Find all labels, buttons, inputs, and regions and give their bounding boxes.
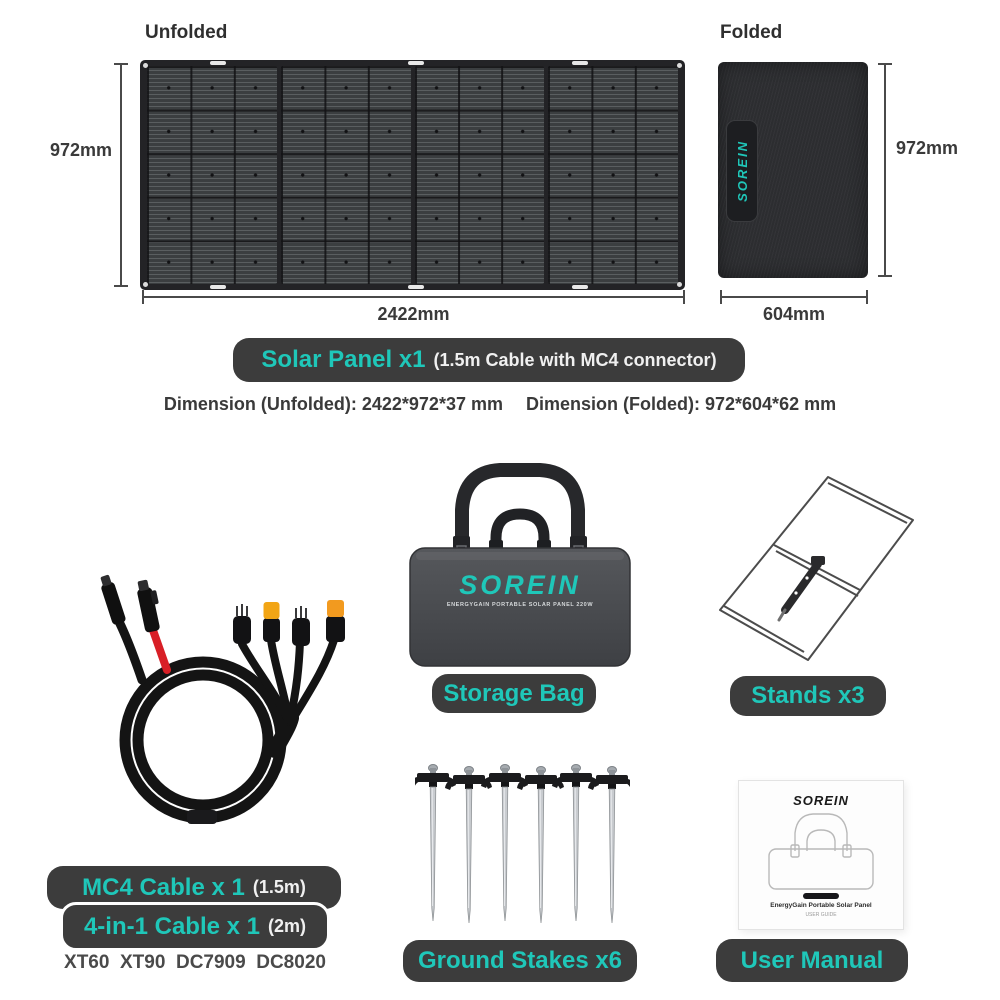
folded-height-label: 972mm xyxy=(896,138,959,158)
unfolded-title: Unfolded xyxy=(145,22,228,43)
folded-height-dim-line xyxy=(884,63,886,277)
four-in-one-cable-badge-note: (2m) xyxy=(268,916,307,936)
ground-stakes-badge xyxy=(403,940,637,982)
stands-image xyxy=(708,462,938,667)
ground-stakes-image xyxy=(415,758,630,936)
stands-badge-label: Stands x3 xyxy=(751,682,865,709)
panel-tab xyxy=(408,61,424,65)
unfolded-width-dim-line xyxy=(142,296,685,298)
panel-section xyxy=(415,66,545,284)
stands-badge xyxy=(730,676,886,716)
solar-panel-badge-note: (1.5m Cable with MC4 connector) xyxy=(433,349,717,370)
storage-bag-caption: ENERGYGAIN PORTABLE SOLAR PANEL 220W xyxy=(446,602,594,608)
panel-tab xyxy=(210,285,226,289)
folded-title: Folded xyxy=(720,22,783,43)
brand-logo: SOREIN xyxy=(734,140,750,202)
folded-width-dim-line xyxy=(720,296,868,298)
screw-dot xyxy=(677,63,682,68)
mc4-cable-badge-note: (1.5m) xyxy=(252,877,306,897)
storage-bag-badge xyxy=(432,674,596,713)
storage-bag-badge-label: Storage Bag xyxy=(443,679,585,707)
folded-solar-panel-image xyxy=(718,62,868,278)
screw-dot xyxy=(677,282,682,287)
storage-bag-brand: SOREIN xyxy=(459,570,581,600)
panel-section xyxy=(281,66,411,284)
user-manual-badge xyxy=(716,939,908,982)
ground-stakes-badge-label: Ground Stakes x6 xyxy=(417,947,623,974)
solar-panel-badge-title: Solar Panel x1 xyxy=(261,346,426,373)
connector-types-label: XT60 XT90 DC7909 DC8020 xyxy=(64,952,326,973)
dimension-folded-text: Dimension (Folded): 972*604*62 mm xyxy=(526,394,837,414)
folded-panel-handle xyxy=(726,120,758,222)
four-in-one-cable-badge-title: 4-in-1 Cable x 1 xyxy=(83,912,261,940)
user-manual-brand: SOREIN xyxy=(793,793,849,808)
panel-tab xyxy=(572,285,588,289)
user-manual-caption: EnergyGain Portable Solar Panel xyxy=(770,902,872,909)
folded-width-label: 604mm xyxy=(762,304,826,324)
dimension-unfolded-text: Dimension (Unfolded): 2422*972*37 mm xyxy=(163,394,503,414)
mc4-cable-badge-title: MC4 Cable x 1 xyxy=(82,873,245,901)
user-manual-subcaption: USER GUIDE xyxy=(805,912,837,918)
panel-section xyxy=(147,66,277,284)
user-manual-pill xyxy=(803,893,839,899)
user-manual-image xyxy=(738,780,904,930)
panel-section xyxy=(548,66,678,284)
panel-tab xyxy=(572,61,588,65)
unfolded-solar-panel-image xyxy=(140,60,685,290)
user-manual-bag-outline xyxy=(739,811,903,891)
panel-tab xyxy=(210,61,226,65)
user-manual-badge-label: User Manual xyxy=(740,946,884,974)
unfolded-width-label: 2422mm xyxy=(377,304,450,324)
screw-dot xyxy=(143,63,148,68)
screw-dot xyxy=(143,282,148,287)
unfolded-height-dim-line xyxy=(120,63,122,287)
storage-bag-image xyxy=(400,452,640,680)
unfolded-height-label: 972mm xyxy=(49,140,112,160)
storage-bag-drawing xyxy=(400,452,640,680)
panel-tab xyxy=(408,285,424,289)
four-in-one-cable-badge xyxy=(60,902,330,951)
cable-image xyxy=(45,570,375,865)
dimension-summary xyxy=(0,394,1000,415)
solar-panel-badge xyxy=(233,338,745,382)
